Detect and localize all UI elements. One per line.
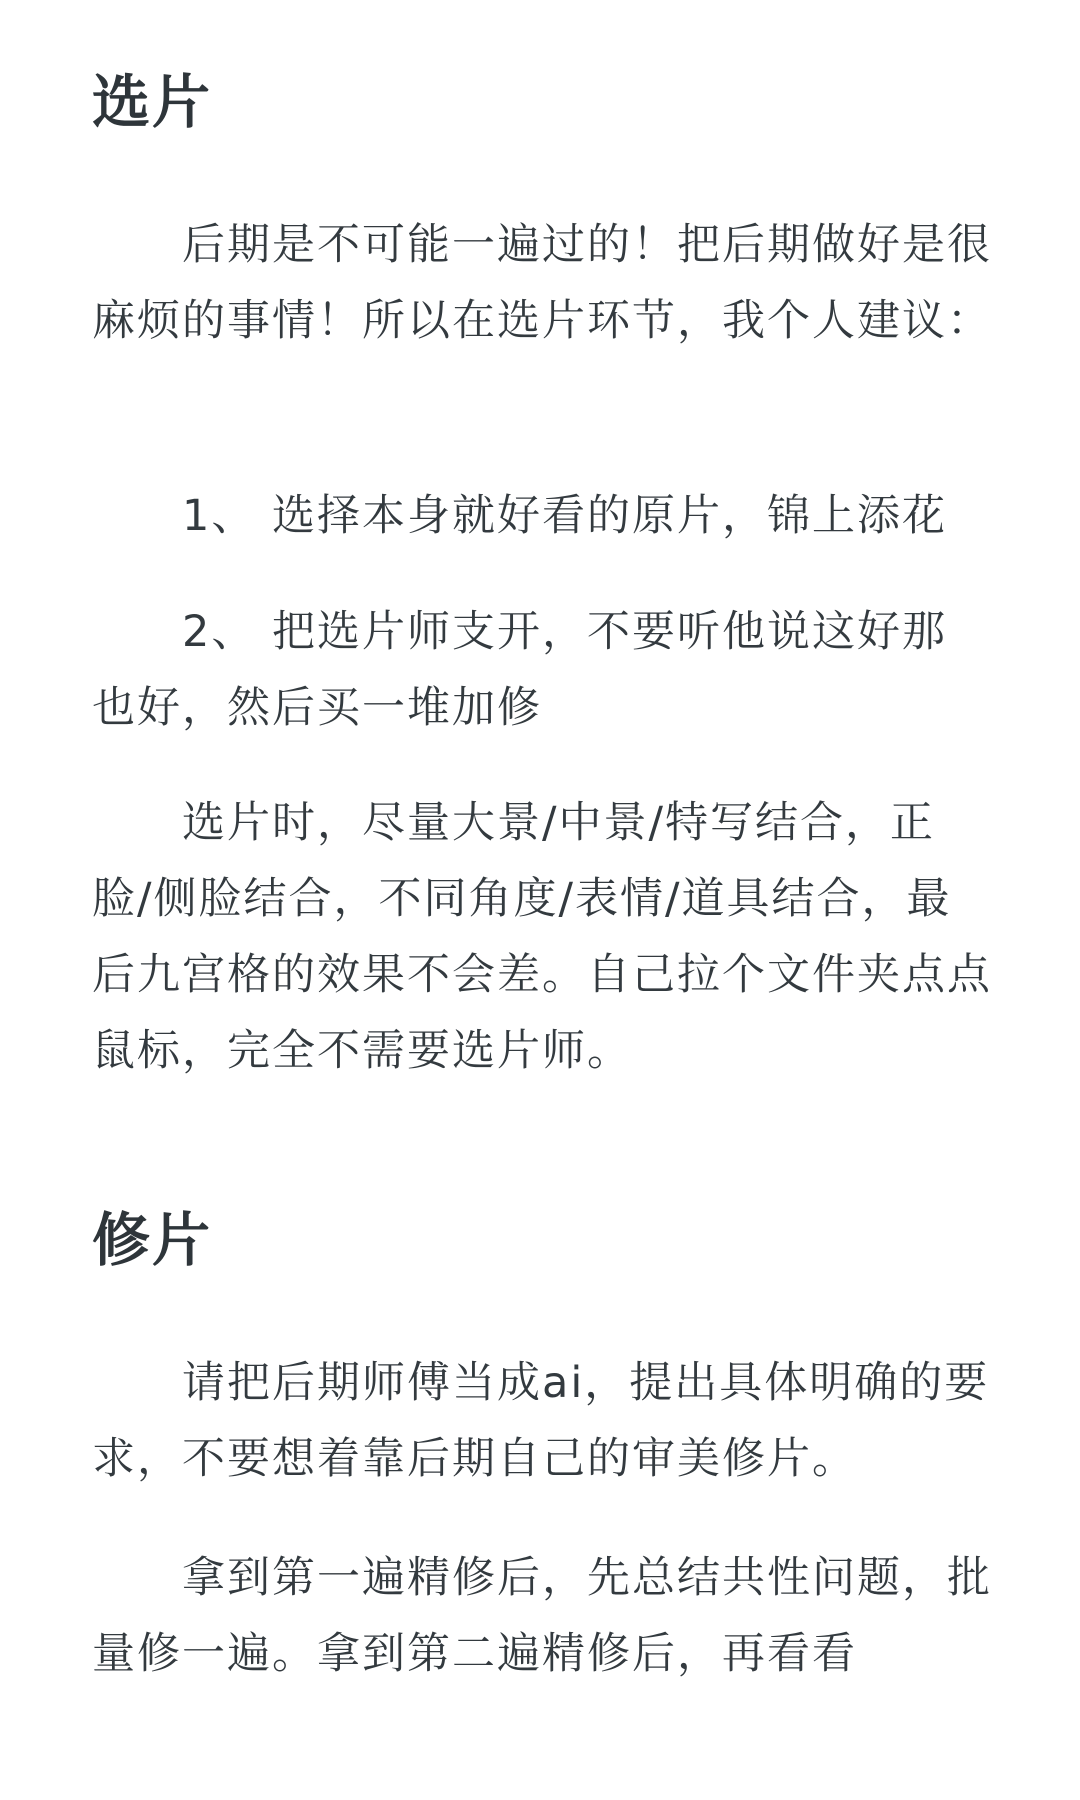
- list-item: 2、 把选片师支开，不要听他说这好那也好，然后买一堆加修: [92, 607, 948, 733]
- paragraph: 后期是不可能一遍过的！把后期做好是很麻烦的事情！所以在选片环节，我个人建议：: [92, 220, 992, 346]
- paragraph: 拿到第一遍精修后，先总结共性问题，批量修一遍。拿到第二遍精修后，再看看: [92, 1553, 992, 1679]
- section-title-retouching: 修片: [92, 1206, 213, 1274]
- list-item: 1、 选择本身就好看的原片，锦上添花: [182, 491, 948, 541]
- paragraph: 选片时，尽量大景/中景/特写结合，正脸/侧脸结合，不同角度/表情/道具结合，最后九宫格的效果不会差。自己拉个文件夹点点鼠标，完全不需要选片师。: [92, 798, 992, 1076]
- paragraph: 请把后期师傅当成ai，提出具体明确的要求，不要想着靠后期自己的审美修片。: [92, 1358, 990, 1484]
- section-title-selection: 选片: [92, 68, 213, 136]
